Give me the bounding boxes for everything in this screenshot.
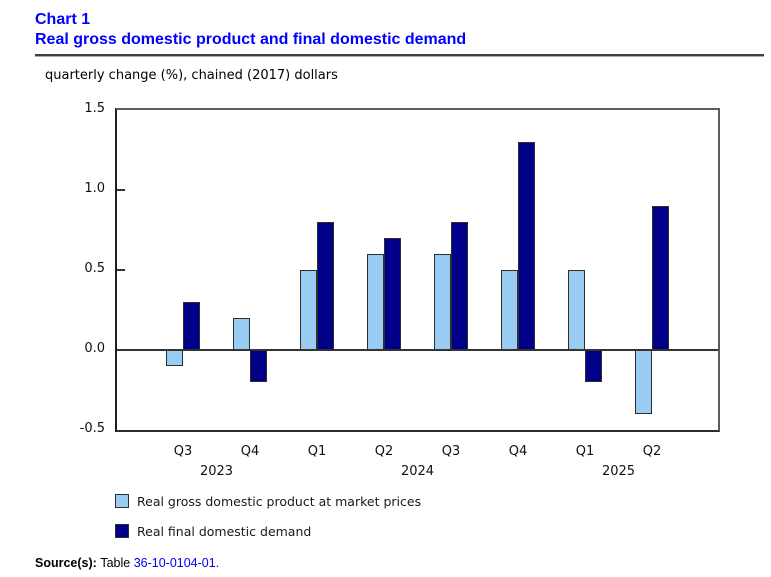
legend-label-fdd: Real final domestic demand <box>137 523 312 539</box>
bar-fdd-q4-2023 <box>250 350 267 382</box>
x-tick-label: Q2 <box>374 444 394 459</box>
y-tick-mark <box>117 269 125 271</box>
bar-gdp-q3-2024 <box>434 254 451 350</box>
bar-fdd-q3-2023 <box>183 302 200 350</box>
y-tick-label: 1.5 <box>84 101 105 116</box>
legend-item-gdp <box>115 493 421 509</box>
source-text: Table <box>100 556 131 570</box>
source-line <box>35 556 219 570</box>
bar-fdd-q2-2024 <box>384 238 401 350</box>
bar-fdd-q1-2025 <box>585 350 602 382</box>
bar-gdp-q1-2025 <box>568 270 585 350</box>
chart-title: Real gross domestic product and final domestic demand <box>35 31 467 48</box>
x-tick-label: Q1 <box>307 444 327 459</box>
source-table-link[interactable]: 36-10-0104-01 <box>133 556 216 570</box>
title-rule <box>35 54 764 57</box>
x-tick-label: Q4 <box>508 444 528 459</box>
x-year-label: 2025 <box>601 464 636 479</box>
y-tick-mark <box>117 189 125 191</box>
x-tick-label: Q3 <box>441 444 461 459</box>
x-tick-label: Q4 <box>240 444 260 459</box>
x-tick-label: Q2 <box>642 444 662 459</box>
y-tick-label: 0.0 <box>84 341 105 356</box>
source-period: . <box>215 556 220 570</box>
x-tick-label: Q3 <box>173 444 193 459</box>
source-prefix: Source(s): <box>35 556 97 570</box>
bar-gdp-q3-2023 <box>166 350 183 366</box>
bar-fdd-q1-2024 <box>317 222 334 350</box>
x-year-label: 2023 <box>199 464 234 479</box>
bar-gdp-q2-2024 <box>367 254 384 350</box>
bar-fdd-q4-2024 <box>518 142 535 350</box>
bar-gdp-q1-2024 <box>300 270 317 350</box>
x-year-label: 2024 <box>400 464 435 479</box>
axis-units-label: quarterly change (%), chained (2017) dollars <box>45 68 338 83</box>
bar-gdp-q4-2024 <box>501 270 518 350</box>
y-tick-label: 1.0 <box>84 181 105 196</box>
legend-swatch-gdp <box>115 494 129 508</box>
chart-legend <box>115 493 421 553</box>
x-tick-label: Q1 <box>575 444 595 459</box>
legend-label-gdp: Real gross domestic product at market prices <box>137 493 422 509</box>
plot-area <box>115 108 720 432</box>
chart-number: Chart 1 <box>35 11 91 28</box>
bar-fdd-q3-2024 <box>451 222 468 350</box>
zero-axis-line <box>117 349 718 351</box>
y-tick-mark <box>117 349 125 351</box>
y-tick-label: 0.5 <box>84 261 105 276</box>
legend-item-fdd <box>115 523 421 539</box>
bar-fdd-q2-2025 <box>652 206 669 350</box>
bar-gdp-q4-2023 <box>233 318 250 350</box>
bar-gdp-q2-2025 <box>635 350 652 414</box>
legend-swatch-fdd <box>115 524 129 538</box>
y-tick-label: -0.5 <box>79 421 105 436</box>
